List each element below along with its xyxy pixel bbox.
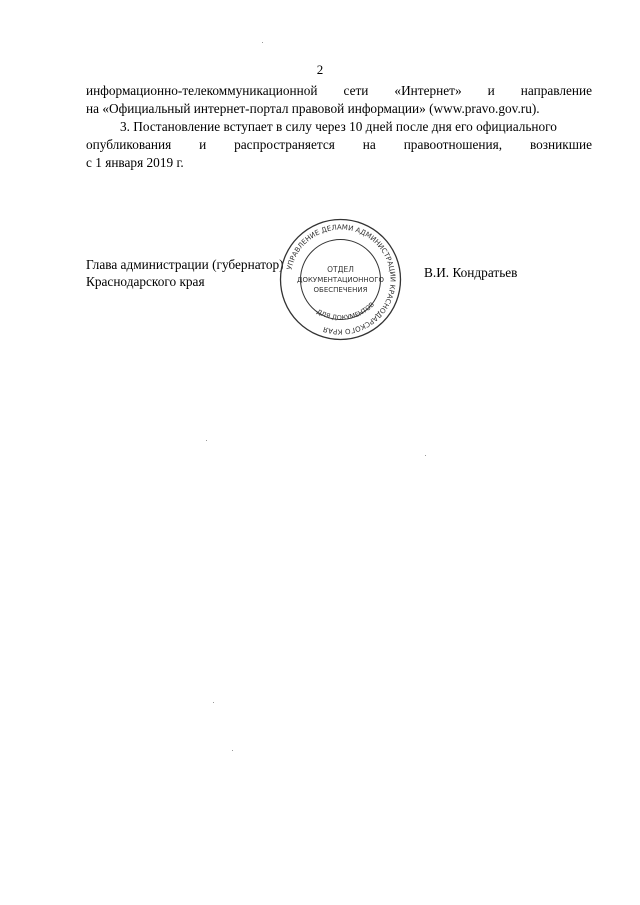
- signatory-position-line-2: Краснодарского края: [86, 274, 205, 289]
- stamp-center-line-1: ОТДЕЛ: [327, 265, 354, 274]
- scan-speck: [262, 42, 263, 43]
- stamp-bottom-text: ДЛЯ ДОКУМЕНТОВ: [315, 300, 376, 322]
- body-line-5: с 1 января 2019 г.: [86, 155, 184, 170]
- body-text: [86, 82, 592, 172]
- signatory-position: [86, 256, 284, 290]
- signatory-name: В.И. Кондратьев: [424, 265, 518, 280]
- body-line-3: 3. Постановление вступает в силу через 10 дней после дня его официального: [120, 119, 557, 134]
- stamp-ring-text: УПРАВЛЕНИЕ ДЕЛАМИ АДМИНИСТРАЦИИ КРАСНОДАРСКОГО КРАЯ: [285, 223, 397, 336]
- official-stamp: [278, 217, 403, 342]
- scan-speck: [213, 702, 214, 703]
- body-line-4: опубликования и распространяется на правоотношения, возникшие: [86, 137, 592, 152]
- scan-speck: [425, 455, 426, 456]
- body-line-1: информационно-телекоммуникационной сети «Интернет» и направление: [86, 83, 593, 98]
- page-number: 2: [316, 62, 324, 77]
- body-line-2: на «Официальный интернет-портал правовой информации» (www.pravo.gov.ru).: [86, 101, 540, 116]
- scan-speck: [206, 440, 207, 441]
- stamp-center-line-3: ОБЕСПЕЧЕНИЯ: [313, 286, 368, 294]
- signatory-position-line-1: Глава администрации (губернатор): [86, 257, 284, 272]
- stamp-center-line-2: ДОКУМЕНТАЦИОННОГО: [296, 276, 385, 284]
- scan-speck: [232, 750, 233, 751]
